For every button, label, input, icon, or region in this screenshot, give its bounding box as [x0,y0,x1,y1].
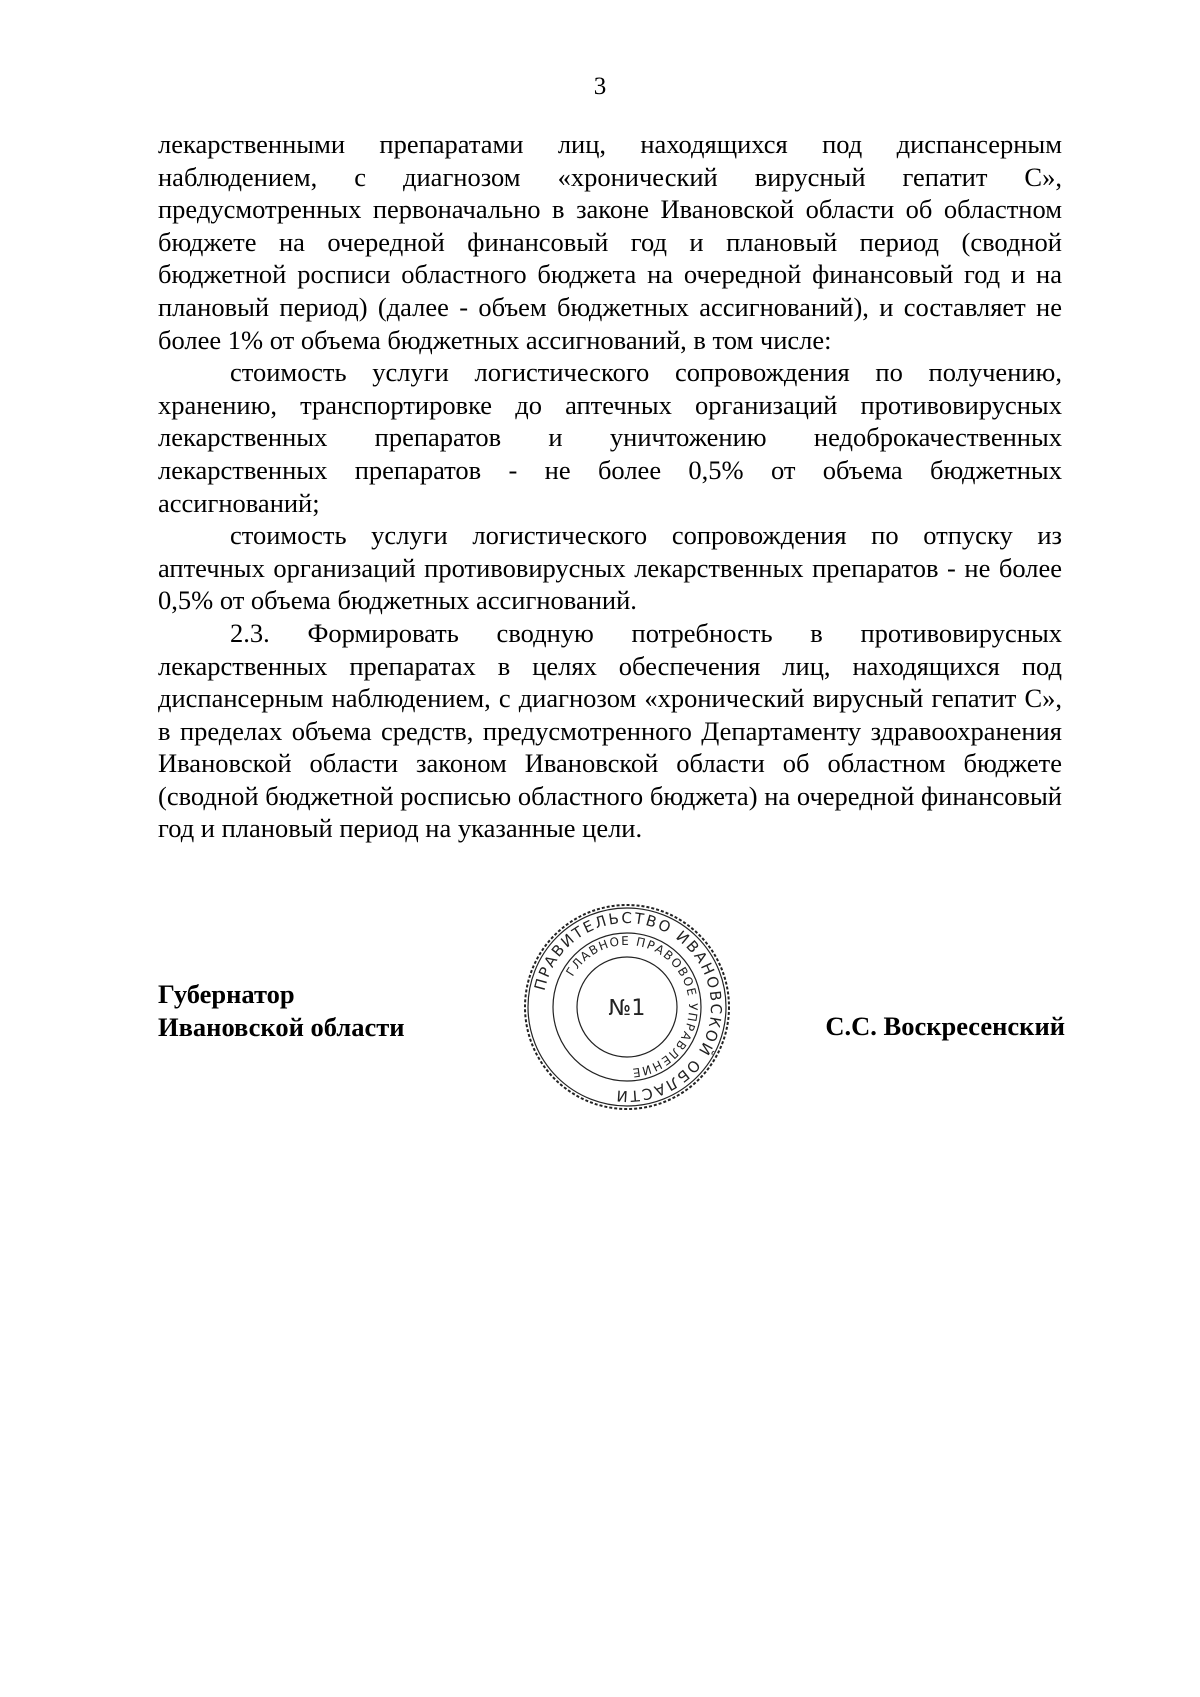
paragraph-clause-2-3: 2.3. Формировать сводную потребность в противовирусных лекарственных препаратах в целях обеспечения лиц, находящихся под диспансерным наблюдением, с диагнозом «хронический вирусный гепатит С», в пределах объема средств, предусмотренного Департаменту здравоохранения Ивановской области законом Ивановской области об областном бюджете (сводной бюджетной росписью областного бюджета) на очередной финансовый год и плановый период на указанные цели. [158,617,1062,844]
seal-inner-ring-textpath: ГЛАВНОЕ ПРАВОВОЕ УПРАВЛЕНИЕ [563,933,701,1080]
page-number: 3 [593,73,607,100]
official-seal-stamp [522,902,732,1112]
signatory-name: С.С. Воскресенский [825,1011,1065,1041]
signatory-title [158,978,405,1043]
signatory-title-line1: Губернатор [158,979,295,1009]
document-body [158,128,1062,845]
signatory-title-line2: Ивановской области [158,1011,405,1042]
paragraph-continuation: лекарственными препаратами лиц, находящихся под диспансерным наблюдением, с диагнозом «хронический вирусный гепатит С», предусмотренных первоначально в законе Ивановской области об областном бюджете на очередной финансовый год и плановый период (сводной бюджетной росписи областного бюджета на очередной финансовый год и на плановый период) (далее - объем бюджетных ассигнований), и составляет не более 1% от объема бюджетных ассигнований, в том числе: [158,129,1062,355]
seal-outer-ring-textpath: ПРАВИТЕЛЬСТВО ИВАНОВСКОЙ ОБЛАСТИ [530,908,726,1106]
paragraph-dispensing-cost: стоимость услуги логистического сопровождения по отпуску из аптечных организаций противовирусных лекарственных препаратов - не более 0,5% от объема бюджетных ассигнований. [158,520,1062,616]
seal-number: №1 [608,996,646,1021]
paragraph-storage-cost: стоимость услуги логистического сопровождения по получению, хранению, транспортировке до аптечных организаций противовирусных лекарственных препаратов и уничтожению недоброкачественных лекарственных препаратов - не более 0,5% от объема бюджетных ассигнований; [158,357,1062,518]
